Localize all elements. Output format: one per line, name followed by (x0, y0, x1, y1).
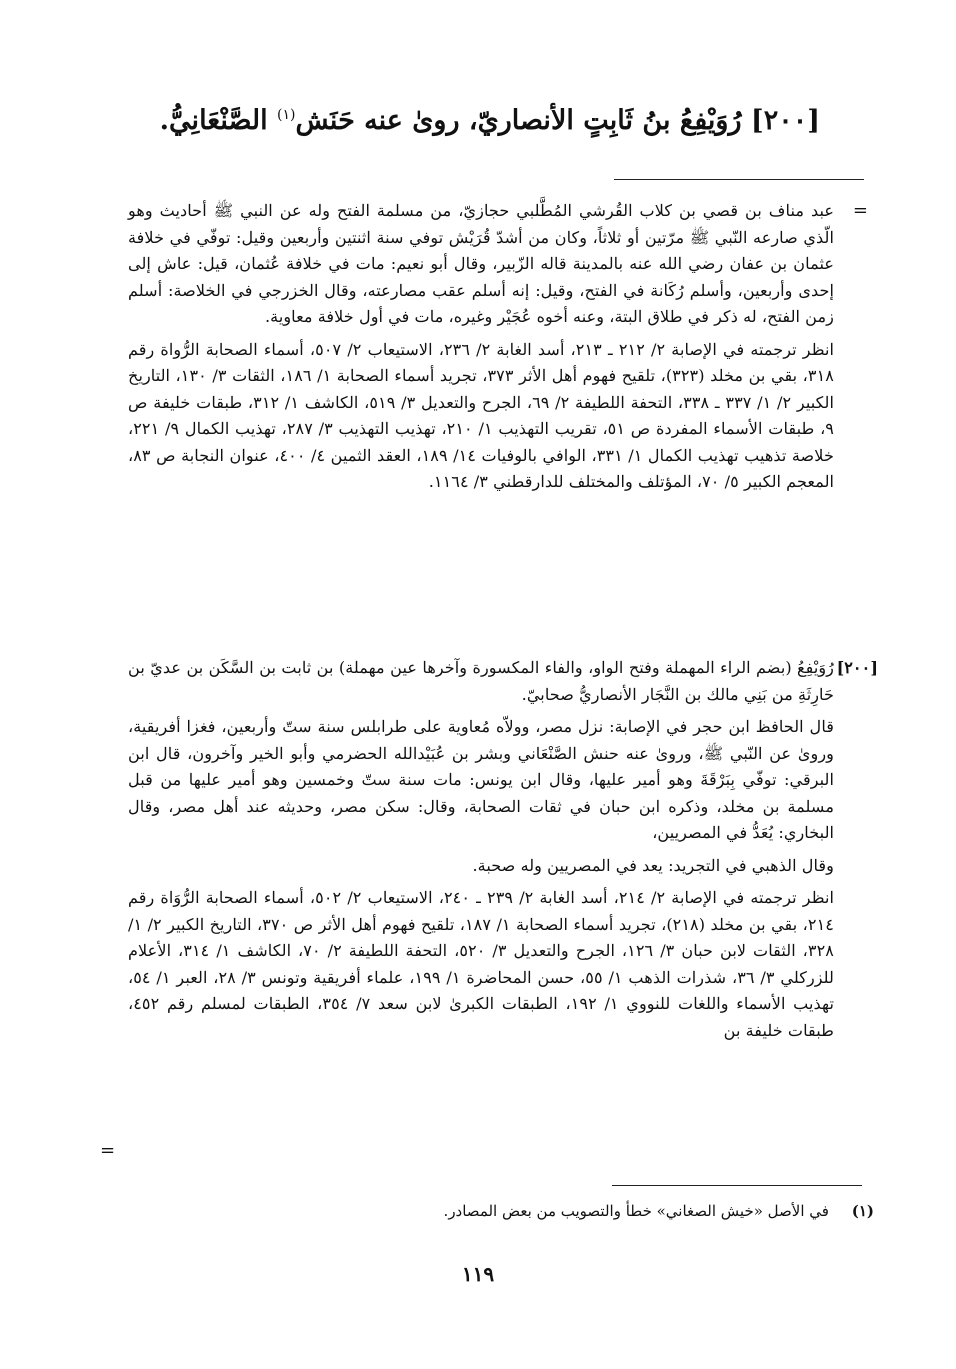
footnote-text: في الأصل «خيش الصغاني» خطأ والتصويب من بعض المصادر. (443, 1202, 829, 1220)
heading-text-end: الصَّنْعَانِيُّ. (159, 105, 268, 136)
footnote (128, 1199, 874, 1223)
top-separator-rule (614, 179, 864, 180)
continuation-marker: = (852, 200, 868, 221)
entry-references: انظر ترجمته في الإصابة ٢/ ٢١٤، أسد الغابة ٢/ ٢٣٩ ـ ٢٤٠، الاستيعاب ٢/ ٥٠٢، أسماء الصحابة الرُّوَاة رقم ٢١٤، بقي بن مخلد (٢١٨)، تجريد أسماء الصحابة ١/ ١٨٧، تلقيح فهوم أهل الأثر ص ٣٧٠، التاريخ الكبير ٢/ ١/ ٣٢٨، الثقات لابن حبان ٣/ ١٢٦، الجرح والتعديل ٣/ ٥٢٠، التحفة اللطيفة ٢/ ٧٠، الكاشف ١/ ٣١٤، الأعلام للزركلي ٣/ ٣٦، شذرات الذهب ١/ ٥٥، حسن المحاضرة ١/ ١٩٩، علماء أفريقية وتونس ٣/ ٢٨، العبر ١/ ٥٤، تهذيب الأسماء واللغات للنووي ١/ ١٩٢، الطبقات الكبرىٰ لابن سعد ٧/ ٣٥٤، الطبقات لمسلم رقم ٤٥٢، طبقات خليفة بن (128, 888, 834, 1040)
heading-text: رُوَيْفِعُ بنُ ثَابِتٍ الأنصاريّ، روىٰ عنه حَنَش (295, 105, 742, 136)
entry-dhahabi-quote: وقال الذهبي في التجريد: يعد في المصريين وله صحبة. (472, 855, 834, 875)
entry-heading (150, 95, 820, 141)
entry-number: [٢٠٠] (836, 658, 878, 677)
footnote-number: (١) (851, 1202, 874, 1220)
note-paragraph: عبد مناف بن قصي بن كلاب القُرشي المُطَّلبي حجازيّ، من مسلمة الفتح وله عن النبي ﷺ أحاديث وهو الّذي صارعه النّبي ﷺ مرّتين أو ثلاثاً، وكان من أشدّ قُرَيْش توفي سنة اثنتين وأربعين وقيل: توفّي في خلافة عثمان بن عفان رضي الله عنه بالمدينة قاله الزّبير، وقال أبو نعيم: مات في خلافة عُثمان، قيل: عاش إلى إحدى وأربعين، وأسلم رُكَانة في الفتح، وقيل: إنه أسلم عقب مصارعته، وقال الخزرجي في الخلاصة: أسلم زمن الفتح، له ذكر في طلاق البتة، وعنه أخوه عُجَيْر وغيره، مات في أول خلافة معاوية. (128, 201, 834, 326)
end-continuation-marker: = (100, 1140, 116, 1161)
note-references: انظر ترجمته في الإصابة ٢/ ٢١٢ ـ ٢١٣، أسد الغابة ٢/ ٢٣٦، الاستيعاب ٢/ ٥٠٧، أسماء الصحابة الرُّواة رقم ٣١٨، بقي بن مخلد (٣٢٣)، تلقيح فهوم أهل الأثر ٣٧٣، تجريد أسماء الصحابة ١/ ١٨٦، الثقات ٣/ ١٣٠، التاريخ الكبير ٢/ ١/ ٣٣٧ ـ ٣٣٨، التحفة اللطيفة ٢/ ٦٩، الجرح والتعديل ٣/ ٥١٩، الكاشف ١/ ٣١٢، طبقات خليفة ص ٩، طبقات الأسماء المفردة ص ٥١، تقريب التهذيب ١/ ٢١٠، تهذيب التهذيب ٣/ ٢٨٧، تهذيب الكمال ٩/ ٢٢١، خلاصة تذهيب تهذيب الكمال ١/ ٣٣١، الوافي بالوفيات ١٤/ ١٨٩، العقد الثمين ٤/ ٤٠٠، عنوان النجابة ص ٨٣، المعجم الكبير ٥/ ٧٠، المؤتلف والمختلف للدارقطني ٣/ ١١٦٤. (128, 339, 834, 491)
page-number: ١١٩ (461, 1262, 495, 1286)
heading-footnote-ref[interactable]: (١) (277, 107, 296, 123)
entry-biography: قال الحافظ ابن حجر في الإصابة: نزل مصر، وولاّه مُعاوية على طرابلس سنة ستّ وأربعين، فغزا أفريقية، وروىٰ عن النّبي ﷺ، وروىٰ عنه حنش الصَّنْعَاني وبشر بن عُبَيْدالله الحضرمي وأبو الخير وآخرون، قال ابن البرقي: توفّي بِبَرْقَةَ وهو أمير عليها، وقال ابن يونس: مات سنة ستّ وخمسين وهو أمير عليها من قبل مسلمة بن مخلد، وذكره ابن حبان في ثقات الصحابة، وقال: سكن مصر، وحديثه عند أهل مصر، وقال البخاري: يُعَدُّ في المصريين، (128, 717, 834, 842)
entry-intro: رُوَيْفِعُ (بضم الراء المهملة وفتح الواو، والفاء المكسورة وآخرها عين مهملة) بن ثابت بن السَّكَن بن عديّ بن حَارِثَةِ من بَنِي مالك بن النَّجَار الأنصاريُّ صحابيّ. (128, 658, 834, 704)
footnote-separator-rule (612, 1185, 862, 1186)
entry-note (128, 655, 834, 1044)
continuation-note (128, 198, 834, 496)
heading-number: [٢٠٠] (750, 105, 820, 136)
